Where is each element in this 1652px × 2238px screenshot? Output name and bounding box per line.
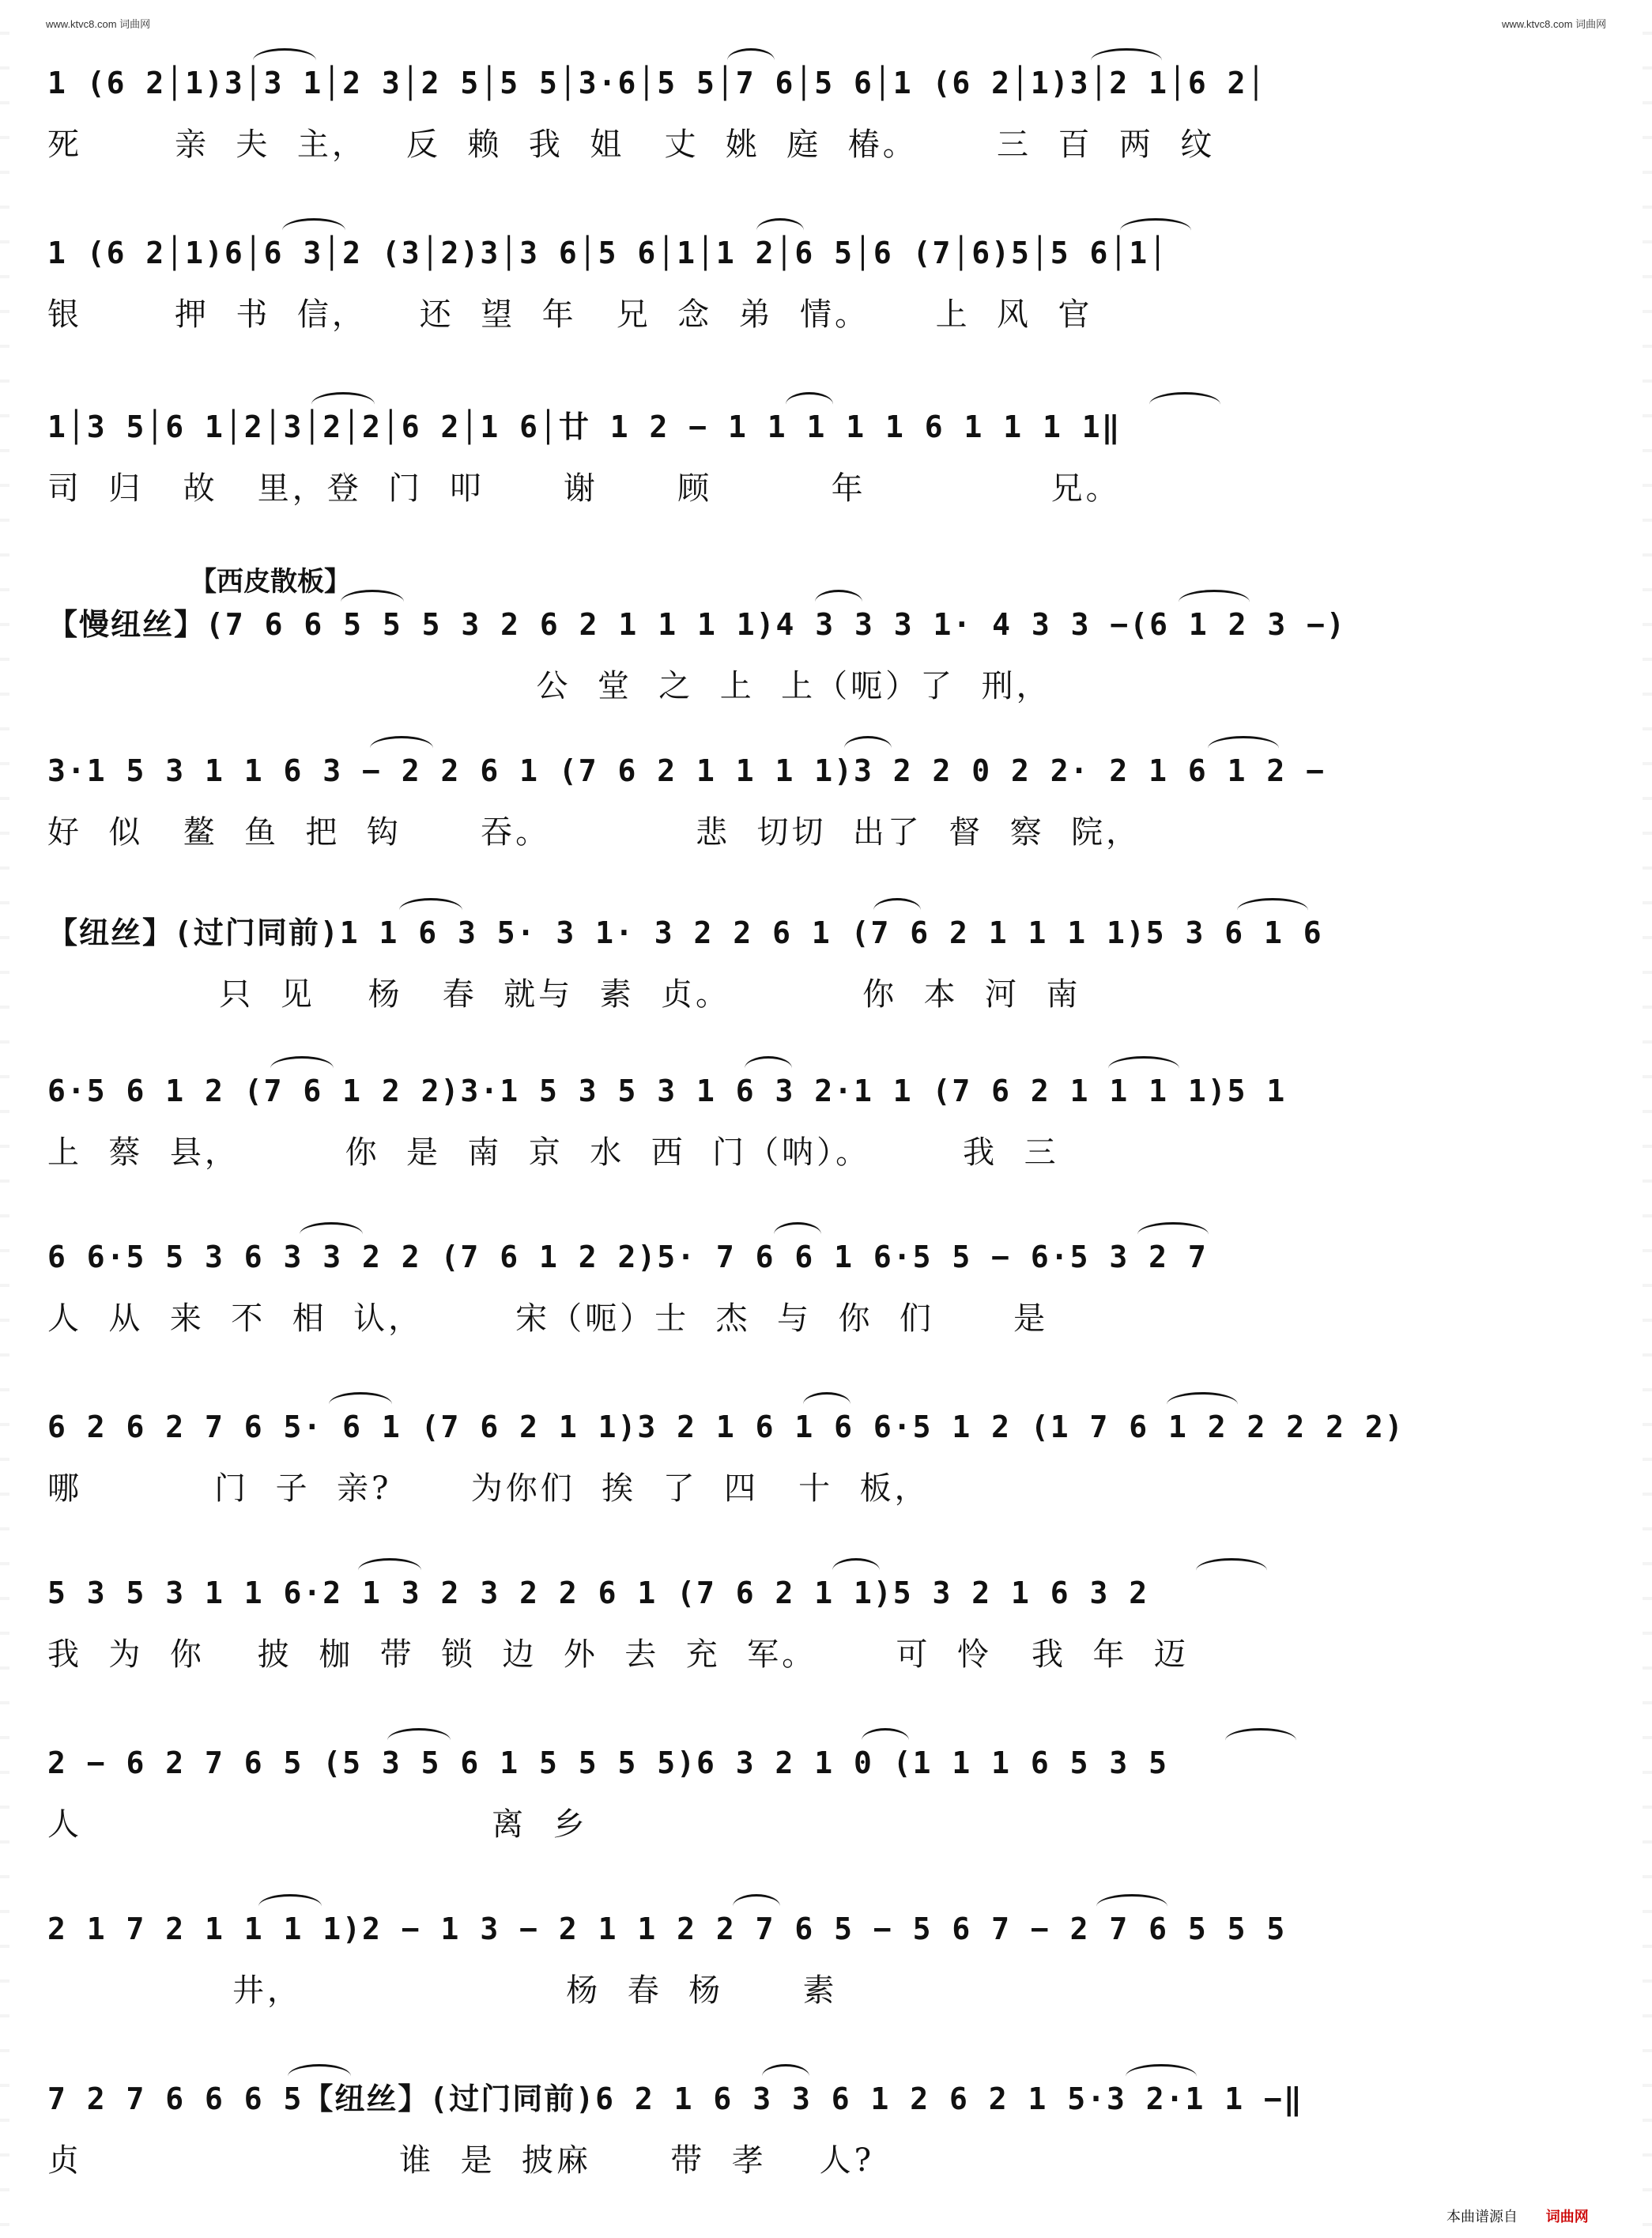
slur-mark <box>341 590 404 614</box>
slur-mark <box>1096 1894 1167 1919</box>
slur-mark <box>733 1894 780 1919</box>
slur-mark <box>358 1558 421 1583</box>
site-label-right: www.ktvc8.com 词曲网 <box>1502 18 1607 30</box>
slur-mark <box>1208 736 1279 760</box>
slur-mark <box>832 1558 880 1583</box>
notation-line: 6·5 6 1 2 (7 6 1 2 2)3·1 5 3 5 3 1 6 3 2·1 1 (7 6 2 1 1 1 1)5 1 <box>47 1074 1287 1108</box>
notation-line: 6 2 6 2 7 6 5· 6 1 (7 6 2 1 1)3 2 1 6 1 6 6·5 1 2 (1 7 6 1 2 2 2 2 2) <box>47 1410 1405 1444</box>
slur-mark <box>745 1056 792 1081</box>
notation-line: 2 − 6 2 7 6 5 (5 3 5 6 1 5 5 5 5)6 3 2 1 0 (1 1 1 6 5 3 5 <box>47 1745 1169 1780</box>
lyric-line: 上 蔡 县， 你 是 南 京 水 西 门（呐）。 我 三 <box>47 1134 1059 1171</box>
lyric-line: 我 为 你 披 枷 带 锁 边 外 去 充 军。 可 怜 我 年 迈 <box>47 1636 1189 1673</box>
slur-mark <box>370 736 433 760</box>
score-system <box>47 1739 1612 1858</box>
footer-source: 本曲谱源自 <box>1446 2209 1518 2225</box>
lyric-line: 司 归 故 里，登 门 叩 谢 顾 年 兄。 <box>47 470 1121 507</box>
score-system <box>47 1905 1612 2024</box>
slur-mark <box>1167 1392 1238 1417</box>
score-system <box>47 229 1612 348</box>
slur-mark <box>873 898 921 923</box>
score-system <box>47 909 1612 1028</box>
footer <box>1446 2206 1589 2226</box>
slur-mark <box>803 1392 851 1417</box>
slur-mark <box>1091 48 1162 73</box>
slur-mark <box>756 218 804 243</box>
slur-mark <box>1179 590 1250 614</box>
lyric-line: 好 似 鳌 鱼 把 钩 吞。 悲 切切 出了 督 察 院， <box>47 814 1141 851</box>
right-page-edge <box>1643 0 1652 2238</box>
notation-line: 【纽丝】(过门同前)1 1 6 3 5· 3 1· 3 2 2 6 1 (7 6 2 1 1 1 1)5 3 6 1 6 <box>47 915 1323 950</box>
slur-mark <box>288 2064 351 2089</box>
slur-mark <box>762 2064 809 2089</box>
notation-line: 6 6·5 5 3 6 3 3 2 2 (7 6 1 2 2)5· 7 6 6 1 6·5 5 − 6·5 3 2 7 <box>47 1240 1208 1274</box>
score-system <box>47 1067 1612 1186</box>
lyric-line: 只 见 杨 春 就与 素 贞。 你 本 河 南 <box>47 976 1081 1013</box>
lyric-line: 井， 杨 春 杨 素 <box>47 1972 838 2009</box>
slur-mark <box>282 218 345 243</box>
lyric-line: 银 押 书 信， 还 望 年 兄 念 弟 情。 上 风 官 <box>47 296 1093 333</box>
lyric-line: 贞 谁 是 披麻 带 孝 人? <box>47 2142 875 2179</box>
left-page-edge <box>0 0 9 2238</box>
notation-line: 2 1 7 2 1 1 1 1)2 − 1 3 − 2 1 1 2 2 7 6 5 − 5 6 7 − 2 7 6 5 5 5 <box>47 1912 1287 1946</box>
score-system <box>47 59 1612 178</box>
score-system <box>47 1403 1612 1522</box>
site-label-left: www.ktvc8.com 词曲网 <box>46 18 151 30</box>
notation-line: 3·1 5 3 1 1 6 3 − 2 2 6 1 (7 6 2 1 1 1 1)3 2 2 0 2 2· 2 1 6 1 2 − <box>47 753 1326 788</box>
slur-mark <box>329 1392 392 1417</box>
score-system <box>47 403 1612 522</box>
slur-mark <box>300 1222 363 1247</box>
slur-mark <box>1149 392 1220 417</box>
score-system <box>47 2075 1612 2194</box>
slur-mark <box>786 392 833 417</box>
lyric-line: 哪 门 子 亲? 为你们 挨 了 四 十 板， <box>47 1470 930 1507</box>
slur-mark <box>727 48 775 73</box>
score-system <box>47 566 1612 719</box>
lyric-line: 公 堂 之 上 上（呃）了 刑， <box>47 668 1051 704</box>
section-mark: 【西皮散板】 <box>190 566 351 598</box>
notation-line: 1│3 5│6 1│2│3│2│2│6 2│1 6│廿 1 2 − 1 1 1 1 1 6 1 1 1 1‖ <box>47 409 1122 444</box>
notation-line: 7 2 7 6 6 6 5【纽丝】(过门同前)6 2 1 6 3 3 6 1 2 6 2 1 5·3 2·1 1 −‖ <box>47 2081 1303 2116</box>
score-system <box>47 1569 1612 1688</box>
score-system <box>47 1233 1612 1352</box>
slur-mark <box>862 1728 909 1753</box>
slur-mark <box>1120 218 1191 243</box>
slur-mark <box>1126 2064 1197 2089</box>
slur-mark <box>844 736 892 760</box>
slur-mark <box>399 898 462 923</box>
lyric-line: 人 从 来 不 相 认， 宋（呃）士 杰 与 你 们 是 <box>47 1300 1049 1337</box>
notation-line: 1 (6 2│1)3│3 1│2 3│2 5│5 5│3·6│5 5│7 6│5 6│1 (6 2│1)3│2 1│6 2│ <box>47 66 1267 100</box>
notation-line: 5 3 5 3 1 1 6·2 1 3 2 3 2 2 6 1 (7 6 2 1 1)5 3 2 1 6 3 2 <box>47 1576 1149 1610</box>
slur-mark <box>387 1728 451 1753</box>
slur-mark <box>270 1056 334 1081</box>
slur-mark <box>258 1894 322 1919</box>
score-system <box>47 747 1612 866</box>
lyric-line: 死 亲 夫 主， 反 赖 我 姐 丈 姚 庭 椿。 三 百 两 纹 <box>47 126 1216 163</box>
slur-mark <box>311 392 375 417</box>
slur-mark <box>1108 1056 1179 1081</box>
slur-mark <box>1225 1728 1296 1753</box>
slur-mark <box>815 590 862 614</box>
slur-mark <box>1237 898 1308 923</box>
notation-line: 1 (6 2│1)6│6 3│2 (3│2)3│3 6│5 6│1│1 2│6 5│6 (7│6)5│5 6│1│ <box>47 236 1169 270</box>
notation-line: 【慢纽丝】(7 6 6 5 5 5 3 2 6 2 1 1 1 1)4 3 3 3 1· 4 3 3 −(6 1 2 3 −) <box>47 607 1346 642</box>
footer-brand[interactable]: 词曲网 <box>1545 2209 1589 2225</box>
slur-mark <box>774 1222 821 1247</box>
slur-mark <box>1196 1558 1267 1583</box>
slur-mark <box>253 48 316 73</box>
lyric-line: 人 离 乡 <box>47 1806 588 1843</box>
slur-mark <box>1137 1222 1209 1247</box>
